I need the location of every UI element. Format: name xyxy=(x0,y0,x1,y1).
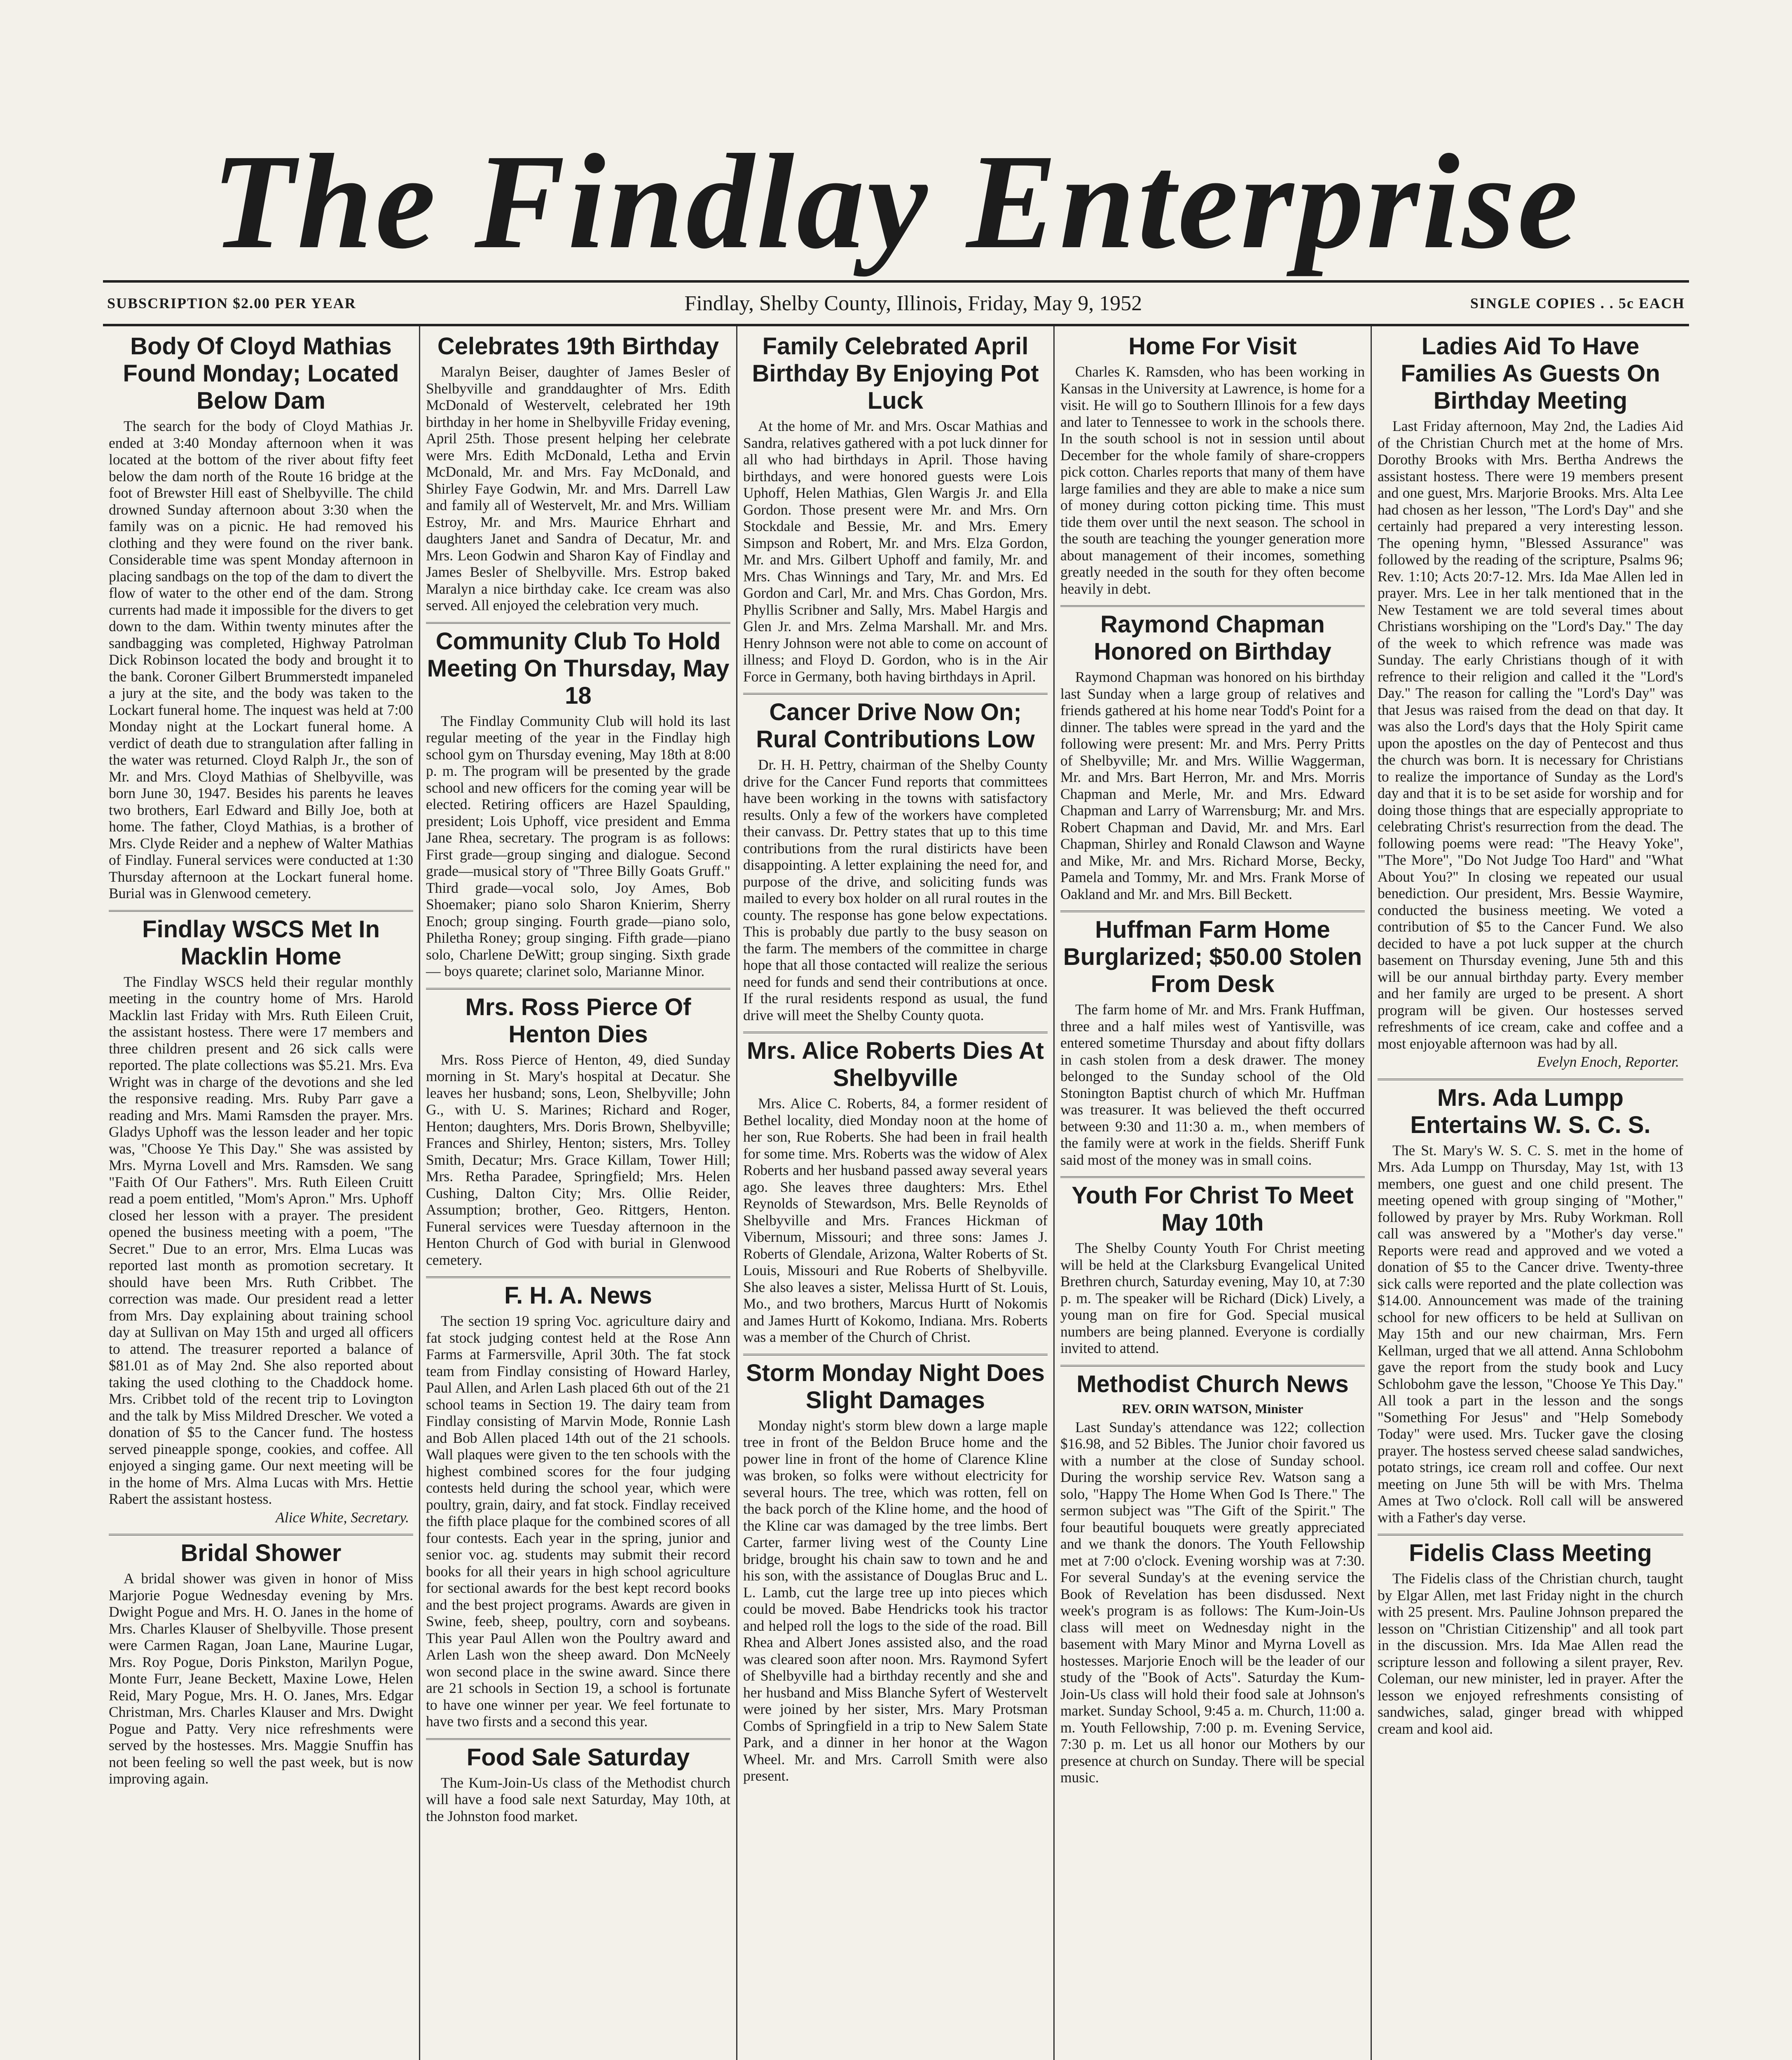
article-body: The farm home of Mr. and Mrs. Frank Huffman, three and a half miles west of Yantisville, was entered sometime Thursday and about fifty dollars in cash stolen from a desk drawer. The money belonged to the Sunday school of the Old Stonington Baptist church of which Mr. Huffman was treasurer. It was believed the theft occurred between 9:30 and 11:30 a. m., when members of the family were at work in the fields. Sheriff Funk said most of the money was in small coins. xyxy=(1060,1001,1365,1168)
article-headline: Mrs. Ada Lumpp Entertains W. S. C. S. xyxy=(1410,1084,1651,1138)
column-divider xyxy=(109,910,413,912)
article-body: The search for the body of Cloyd Mathias Jr. ended at 3:40 Monday afternoon when it was located at the bottom of the river about fifty feet below the dam north of the Route 16 bridge at the foot of Brewster Hill east of Shelbyville. The child drowned Sunday afternoon about 3:30 when the family was on a picnic. He had removed his clothing and they were found on the river bank. Considerable time was spent Monday afternoon in placing sandbags on the top of the dam to divert the flow of water to the other end of the dam. Strong currents had made it impossible for the divers to get down to the dam. Within twenty minutes after the sandbagging was completed, Highway Patrolman Dick Robinson located the body and brought it to the bank. Coroner Gilbert Brummerstedt impaneled a jury at the site, and the body was taken to the Lockart funeral home. The inquest was held at 7:00 Monday night at the Lockart funeral home. A verdict of death due to strangulation after falling in the water was returned. Cloyd Ralph Jr., the son of Mr. and Mrs. Cloyd Mathias of Shelbyville, was born June 30, 1947. Besides his parents he leaves two brothers, Earl Edward and Billy Joe, both at home. The father, Cloyd Mathias, is a brother of Mrs. Clyde Reider and a nephew of Walter Mathias of Findlay. Funeral services were conducted at 1:30 Thursday afternoon at the Lockart funeral home. Burial was in Glenwood cemetery. xyxy=(109,418,413,901)
column-divider xyxy=(426,1276,730,1278)
article-body: The Kum-Join-Us class of the Methodist church will have a food sale next Saturday, May 10th, at the Johnston food market. xyxy=(426,1774,730,1824)
article xyxy=(109,1540,413,1787)
article-body: The Findlay WSCS held their regular monthly meeting in the country home of Mrs. Harold Macklin last Friday with Mrs. Ruth Eileen Cruit, the assistant hostess. There were 17 members and three children present and 26 sick calls were reported. The plate collections was $5.21. Mrs. Eva Wright was in charge of the devotions and she led the responsive reading. Mrs. Ruby Parr gave a reading and Mrs. Mami Ramsden the prayer. Mrs. Gladys Uphoff was the lesson leader and her topic was, "Choose Ye This Day." She was assisted by Mrs. Myrna Lovell and Mrs. Ramsden. We sang "Faith Of Our Fathers". Mrs. Ruth Eileen Cruitt read a poem entitled, "Mom's Apron." Mrs. Uphoff closed her lesson with a prayer. The president opened the business meeting with a poem, "The Secret." Due to an error, Mrs. Elma Lucas was reported last month as promotion secretary. It should have been Mrs. Ruth Cribbet. The correction was made. Our president read a letter from Mrs. Day explaining about training school day at Sullivan on May 15th and urged all officers to attend. The treasurer reported a balance of $81.01 as of May 2nd. She also reported about taking the used clothing to the Chaddock home. Mrs. Cribbet told of the recent trip to Lovington and the talk by Miss Mildred Drescher. We voted a donation of $5 to the Cancer fund. The hostess served pineapple sponge, cookies, and coffee. All enjoyed a singing game. Our next meeting will be in the home of Mrs. Alma Lucas with Mrs. Hettie Rabert the assistant hostess. xyxy=(109,973,413,1507)
column-4 xyxy=(1055,326,1372,2060)
article xyxy=(1378,333,1683,1070)
article-signature: Alice White, Secretary. xyxy=(276,1509,409,1526)
article xyxy=(109,333,413,902)
masthead xyxy=(103,124,1689,280)
column-divider xyxy=(1060,1365,1365,1367)
article xyxy=(1378,1540,1683,1737)
column-5 xyxy=(1372,326,1689,2060)
article-signature: Evelyn Enoch, Reporter. xyxy=(1537,1053,1679,1070)
article-body: Raymond Chapman was honored on his birthday last Sunday when a large group of relatives and friends gathered at his home near Todd's Point for a dinner. The tables were spread in the yard and the following were present: Mr. and Mrs. Perry Pritts of Shelbyville; Mr. and Mrs. Willie Waggerman, Mr. and Mrs. Bart Herron, Mr. and Mrs. Morris Chapman and Merle, Mr. and Mrs. Edward Chapman and Larry of Warrensburg; Mr. and Mrs. Robert Chapman and David, Mr. and Mrs. Earl Chapman, Shirley and Ronald Clawson and Wayne and Mike, Mr. and Mrs. Richard Morse, Becky, Pamela and Tommy, Mr. and Mrs. Frank Morse of Oakland and Mr. and Mrs. Bill Beckett. xyxy=(1060,669,1365,902)
article xyxy=(1378,1084,1683,1526)
article-headline: Community Club To Hold Meeting On Thursday, May 18 xyxy=(427,627,730,709)
newspaper-title: The Findlay Enterprise xyxy=(211,126,1581,277)
subscription-price: SUBSCRIPTION $2.00 PER YEAR xyxy=(107,295,356,311)
article-headline: Food Sale Saturday xyxy=(466,1744,690,1771)
article-headline: Celebrates 19th Birthday xyxy=(437,333,719,360)
article-body: Monday night's storm blew down a large maple tree in front of the Beldon Bruce home and the power line in front of the home of Clarence Kline was broken, so folks were without electricity for several hours. The tree, which was rotten, fell on the back porch of the Kline home, and the hood of the Kline car was damaged by the tree limbs. Bert Carter, farmer living west of the County Line bridge, brought his chain saw to town and he and his son, with the assistance of Douglas Bruc and L. L. Lamb, cut the large tree up into pieces which could be moved. Babe Hendricks took his tractor and helped roll the logs to the side of the road. Bill Rhea and Albert Jones assisted also, and the road was cleared soon after noon. Mrs. Raymond Syfert of Shelbyville had a birthday recently and she and her husband and Miss Blanche Syfert of Westervelt were joined by her sister, Mrs. Mary Protsman Combs of Springfield in a trip to New Salem State Park, and a dinner in her honor at the Wagon Wheel. Mr. and Mrs. Carroll Smith were also present. xyxy=(743,1417,1048,1784)
article xyxy=(1060,1182,1365,1357)
dateline: Findlay, Shelby County, Illinois, Friday, May 9, 1952 xyxy=(684,291,1142,315)
column-divider xyxy=(426,622,730,624)
single-copy-price: SINGLE COPIES . . 5c EACH xyxy=(1470,295,1685,311)
column-divider xyxy=(1060,1176,1365,1178)
article-headline: Home For Visit xyxy=(1128,333,1297,360)
article-body: Charles K. Ramsden, who has been working in Kansas in the University at Lawrence, is home for a visit. He will go to Southern Illinois for a few days and later to Tennessee to work in the schools there. In the south school is not in session until about December for the whole family of share-croppers pick cotton. Charles reports that many of them have large families and they are able to make a nice sum of money during cotton picking time. This must tide them over until the next season. The school in the south are teaching the younger generation more about management of their incomes, something greatly needed in the south for they often become heavily in debt. xyxy=(1060,363,1365,597)
article-body: Last Friday afternoon, May 2nd, the Ladies Aid of the Christian Church met at the home of Mrs. Dorothy Brooks with Mrs. Bertha Andrews the assistant hostess. There were 19 members present and one guest, Mrs. Marjorie Brooks. Mrs. Alta Lee had chosen as her lesson, "The Lord's Day" and she certainly had prepared a very interesting lesson. The opening hymn, "Blessed Assurance" was followed by the reading of the scripture, Psalms 96; Rev. 1:10; Acts 20:7-12. Mrs. Ida Mae Allen led in prayer. Mrs. Lee in her talk mentioned that in the New Testament we are told several times about Christians worshiping on the "Lord's Day." The day of the week to which refrence was made was Sunday. The early Christians though of it with refrence to their religion and called it the "Lord's Day." The reason for calling the "Lord's Day" was that Jesus was raised from the dead on that day. It was also the Lord's days that the Holy Spirit came upon the apostles on the day of Pentecost and thus the church was born. It is necessary for Christians to realize the importance of Sunday as the Lord's day and that it is to be set aside for worship and for doing those things that are especially appropriate to celebrating Christ's resurrection from the dead. The following poems were read: "The Heavy Yoke", "The More", "Do Not Judge Too Hard" and "What About You?" In closing we repeated our usual benediction. Our president, Mrs. Bessie Waymire, conducted the business meeting. We voted a contribution of $5 to the Cancer Fund. We also decided to have a pot luck supper at the church basement on Thursday evening, June 5th and this will be our annual birthday party. Every member and her family are urged to be present. A short program will be given. Our hostesses served refreshments of ice cream, cake and coffee and a most enjoyable afternoon was had by all. xyxy=(1378,418,1683,1052)
article-subhead: REV. ORIN WATSON, Minister xyxy=(1122,1401,1303,1416)
column-divider xyxy=(743,1032,1048,1033)
article-headline: Methodist Church News xyxy=(1076,1370,1349,1398)
article xyxy=(1060,1371,1365,1786)
article-headline: F. H. A. News xyxy=(504,1282,652,1309)
article-headline: Mrs. Ross Pierce Of Henton Dies xyxy=(465,993,691,1048)
article-headline: Mrs. Alice Roberts Dies At Shelbyville xyxy=(747,1037,1044,1091)
article xyxy=(426,333,730,614)
article xyxy=(743,699,1048,1023)
article-headline: Family Celebrated April Birthday By Enjoying Pot Luck xyxy=(752,333,1039,414)
column-divider xyxy=(1060,605,1365,607)
article-headline: Huffman Farm Home Burglarized; $50.00 Stolen From Desk xyxy=(1063,916,1362,997)
article xyxy=(743,1360,1048,1784)
column-divider xyxy=(743,1354,1048,1355)
article-body: At the home of Mr. and Mrs. Oscar Mathias and Sandra, relatives gathered with a pot luck dinner for all who had birthdays in April. Those having birthdays, and were honored guests were Lois Uphoff, Helen Mathias, Glen Wargis Jr. and Ella Gordon. Those present were Mr. and Mrs. Orn Stockdale and Bessie, Mr. and Mrs. Emery Simpson and Robert, Mr. and Mrs. Elza Gordon, Mr. and Mrs. Gilbert Uphoff and family, Mr. and Mrs. Chas Winnings and Tary, Mr. and Mrs. Ed Gordon and Carl, Mr. and Mrs. Chas Gordon, Mrs. Phyllis Scribner and Sally, Mrs. Mabel Hargis and Glen Jr. and Mrs. Zelma Marshall. Mr. and Mrs. Henry Johnson were not able to come on account of illness; and Floyd D. Gordon, who is in the Air Force in Germany, both having birthdays in April. xyxy=(743,418,1048,685)
column-1 xyxy=(103,326,420,2060)
article xyxy=(1060,611,1365,902)
article-headline: Storm Monday Night Does Slight Damages xyxy=(746,1359,1045,1414)
article-body: The Findlay Community Club will hold its last regular meeting of the year in the Findlay high school gym on Thursday evening, May 18th at 8:00 p. m. The program will be presented by the grade school and new officers for the coming year will be elected. Retiring officers are Hazel Spaulding, president; Lois Uphoff, vice president and Emma Jane Rhea, secretary. The program is as follows: First grade—group singing and dialogue. Second grade—musical story of "Three Billy Goats Gruff." Third grade—vocal solo, Joy Ames, Bob Shoemaker; piano solo Sharon Knierim, Sherry Enoch; group singing. Fourth grade—piano solo, Philetha Roney; group singing. Fifth grade—piano solo, Charlene DeWitt; group singing. Sixth grade — boys quarete; clarinet solo, Marianne Minor. xyxy=(426,712,730,979)
article-body: Mrs. Alice C. Roberts, 84, a former resident of Bethel locality, died Monday noon at the home of her son, Rue Roberts. She had been in frail health for some time. Mrs. Roberts was the widow of Alex Roberts and her husband passed away several years ago. She leaves three daughters: Mrs. Ethel Reynolds of Stewardson, Mrs. Belle Reynolds of Shelbyville and Mrs. Frances Hickman of Vibernum, Missouri; and three sons: James J. Roberts of Glendale, Arizona, Walter Roberts of St. Louis, Missouri and Rue Roberts of Shelbyville. She also leaves a sister, Melissa Hurtt of St. Louis, Mo., and two brothers, Marcus Hurtt of Nokomis and James Hurtt of Kokomo, Indiana. Mrs. Roberts was a member of the Church of Christ. xyxy=(743,1095,1048,1345)
article xyxy=(426,628,730,980)
article-body: A bridal shower was given in honor of Miss Marjorie Pogue Wednesday evening by Mrs. Dwight Pogue and Mrs. H. O. Janes in the home of Mrs. Charles Klauser of Shelbyville. Those present were Carmen Ragan, Joan Lane, Maurine Lugar, Mrs. Roy Pogue, Doris Pinkston, Marilyn Pogue, Monte Furr, Jeane Beckett, Maxine Lowe, Helen Reid, Mary Pogue, Mrs. H. O. Janes, Mrs. Edgar Christman, Mrs. Charles Klauser and Mrs. Dwight Pogue and Patty. Very nice refreshments were served by the hostesses. Mrs. Maggie Snuffin has not been feeling so well the past week, but is now improving again. xyxy=(109,1570,413,1787)
article xyxy=(1060,916,1365,1168)
article xyxy=(426,994,730,1269)
article-headline: Findlay WSCS Met In Macklin Home xyxy=(142,915,380,970)
article xyxy=(426,1744,730,1825)
article xyxy=(1060,333,1365,597)
article xyxy=(109,916,413,1526)
article-body: The St. Mary's W. S. C. S. met in the home of Mrs. Ada Lumpp on Thursday, May 1st, with 13 members, one guest and one child present. The meeting opened with group singing of "Mother," followed by prayer by Mrs. Ruby Workman. Roll call was answered by a "Mother's day verse." Reports were read and approved and we voted a donation of $5 to the Cancer drive. Twenty-three sick calls were reported and the plate collection was $14.00. Announcement was made of the training school for new officers to be held at Sullivan on May 15th and our new chairman, Mrs. Fern Kellman, urged that we all attend. Anna Schlobohm gave the report from the study book and Lucy Schlobohm gave the lesson, "Choose Ye This Day." All took a part in the lesson and the songs "Something For Jesus" and "Help Somebody Today" were used. Mrs. Tucker gave the closing prayer. The hostess served cheese salad sandwiches, potato strings, ice cream roll and coffee. Our next meeting on June 5th will be with Mrs. Thelma Ames at Two o'clock. Roll call will be answered with a Father's day verse. xyxy=(1378,1142,1683,1526)
article-body: Mrs. Ross Pierce of Henton, 49, died Sunday morning in St. Mary's hospital at Decatur. She leaves her husband; sons, Leon, Shelbyville; John G., with U. S. Marines; Richard and Roger, Henton; daughters, Mrs. Doris Brown, Shelbyville; Frances and Shirley, Henton; sisters, Mrs. Tolley Smith, Decatur; Mrs. Grace Killam, Tower Hill; Mrs. Retha Paradee, Springfield; Mrs. Helen Cushing, Dalton City; Mrs. Ollie Reider, Assumption; brother, Geo. Rittgers, Henton. Funeral services were Tuesday afternoon in the Henton Church of God with burial in Glenwood cemetery. xyxy=(426,1051,730,1268)
article-body: The section 19 spring Voc. agriculture dairy and fat stock judging contest held at the Rose Ann Farms at Farmersville, April 30th. The fat stock team from Findlay consisting of Howard Harley, Paul Allen, and Arlen Lash placed 6th out of the 21 school teams in Section 19. The dairy team from Findlay consisting of Marvin Mode, Ronnie Lash and Bob Allen placed 14th out of the 21 schools. Wall plaques were given to the ten schools with the highest combined scores for the four judging contests held during the school year, which were poultry, grain, dairy, and fat stock. Findlay received the fifth place plaque for the combined scores of all four contests. Each year in the spring, junior and senior voc. ag. students may submit their record books for all their years in high school agriculture for sectional awards for the best kept record books and the best project programs. Awards are given in Swine, feeb, sheep, poultry, corn and soybeans. This year Paul Allen won the Poultry award and Arlen Lash won the sheep award. Don McNeely won second place in the swine award. Since there are 21 schools in Section 19, a school is fortunate to have one winner per year. We feel fortunate to have two firsts and a second this year. xyxy=(426,1313,730,1730)
article-headline: Body Of Cloyd Mathias Found Monday; Located Below Dam xyxy=(123,333,399,414)
column-divider xyxy=(426,988,730,990)
article-headline: Cancer Drive Now On; Rural Contributions Low xyxy=(756,699,1035,753)
column-divider xyxy=(426,1738,730,1740)
article-body: Last Sunday's attendance was 122; collection $16.98, and 52 Bibles. The Junior choir favored us with a number at the close of Sunday school. During the worship service Rev. Watson sang a solo, "Happy The Home When God Is There." The sermon subject was "The Gift of the Spirit." The four beautiful bouquets were greatly appreciated and we thank the donors. The Youth Fellowship met at 7:00 o'clock. Evening worship was at 7:30. For several Sunday's at the evening service the Book of Revelation has been disdussed. Next week's program is as follows: The Kum-Join-Us class will meet on Wednesday night in the basement with Mary Minor and Myrna Lovell as hostesses. Marjorie Enoch will be the leader of our study of the "Book of Acts". Saturday the Kum-Join-Us class will hold their food sale at Johnson's market. Sunday School, 9:45 a. m. Church, 11:00 a. m. Youth Fellowship, 7:00 p. m. Evening Service, 7:30 p. m. Let us all honor our Mothers by our presence at church on Sunday. There will be special music. xyxy=(1060,1419,1365,1786)
article-headline: Youth For Christ To Meet May 10th xyxy=(1071,1182,1354,1236)
column-divider xyxy=(1378,1079,1683,1080)
newspaper-page xyxy=(103,124,1689,2060)
article-headline: Ladies Aid To Have Families As Guests On Birthday Meeting xyxy=(1401,333,1660,414)
column-divider xyxy=(1378,1534,1683,1536)
dateline-bar xyxy=(103,283,1689,324)
column-divider xyxy=(109,1534,413,1536)
article-headline: Fidelis Class Meeting xyxy=(1409,1540,1652,1566)
article-body: Maralyn Beiser, daughter of James Besler of Shelbyville and granddaughter of Mrs. Edith McDonald of Westervelt, celebrated her 19th birthday in her home in Shelbyville Friday evening, April 25th. Those present helping her celebrate were Mrs. Edith McDonald, Letha and Ervin McDonald, Mr. and Mrs. Fay McDonald, and Shirley Faye Godwin, Mr. and Mrs. Darrell Law and family all of Westervelt, Mr. and Mrs. William Estroy, Mr. and Mrs. Maurice Ehrhart and daughters Janet and Sandra of Decatur, Mr. and Mrs. Leon Godwin and Sharon Kay of Findlay and James Besler of Shelbyville. Mrs. Estrop baked Maralyn a nice birthday cake. Ice cream was also served. All enjoyed the celebration very much. xyxy=(426,363,730,613)
column-divider xyxy=(1060,911,1365,912)
column-divider xyxy=(743,693,1048,695)
column-2 xyxy=(420,326,737,2060)
article-body: The Fidelis class of the Christian church, taught by Elgar Allen, met last Friday night in the church with 25 present. Mrs. Pauline Johnson prepared the lesson on "Christian Citizenship" and all took part in the discussion. Mrs. Ida Mae Allen read the scripture lesson and following a silent prayer, Rev. Coleman, our new minister, led in prayer. After the lesson we enjoyed refreshments consisting of sandwiches, salad, ginger bread with whipped cream and kool aid. xyxy=(1378,1570,1683,1737)
article-columns xyxy=(103,326,1689,2060)
article xyxy=(743,333,1048,685)
article xyxy=(743,1037,1048,1346)
article xyxy=(426,1282,730,1730)
article-headline: Bridal Shower xyxy=(180,1540,342,1566)
article-headline: Raymond Chapman Honored on Birthday xyxy=(1094,611,1331,665)
article-body: The Shelby County Youth For Christ meeting will be held at the Clarksburg Evangelical United Brethren church, Saturday evening, May 10, at 7:30 p. m. The speaker will be Richard (Dick) Lively, a young man on fire for God. Special musical numbers are being planned. Everyone is cordially invited to attend. xyxy=(1060,1240,1365,1356)
article-body: Dr. H. H. Pettry, chairman of the Shelby County drive for the Cancer Fund reports that committees have been working in the towns with satisfactory results. Only a few of the workers have completed their canvass. Dr. Pettry states that up to this time contributions from the rural distiricts have been disappointing. A letter explaining the need for, and purpose of the drive, and soliciting funds was mailed to every box holder on all rural routes in the county. The response has gone below expectations. This is probably due partly to the busy season on the farm. The members of the committee in charge hope that all those contacted will realize the serious need for funds and send their contributions at once. If the rural residents respond as usual, the fund drive will meet the Shelby County quota. xyxy=(743,756,1048,1023)
column-3 xyxy=(737,326,1055,2060)
